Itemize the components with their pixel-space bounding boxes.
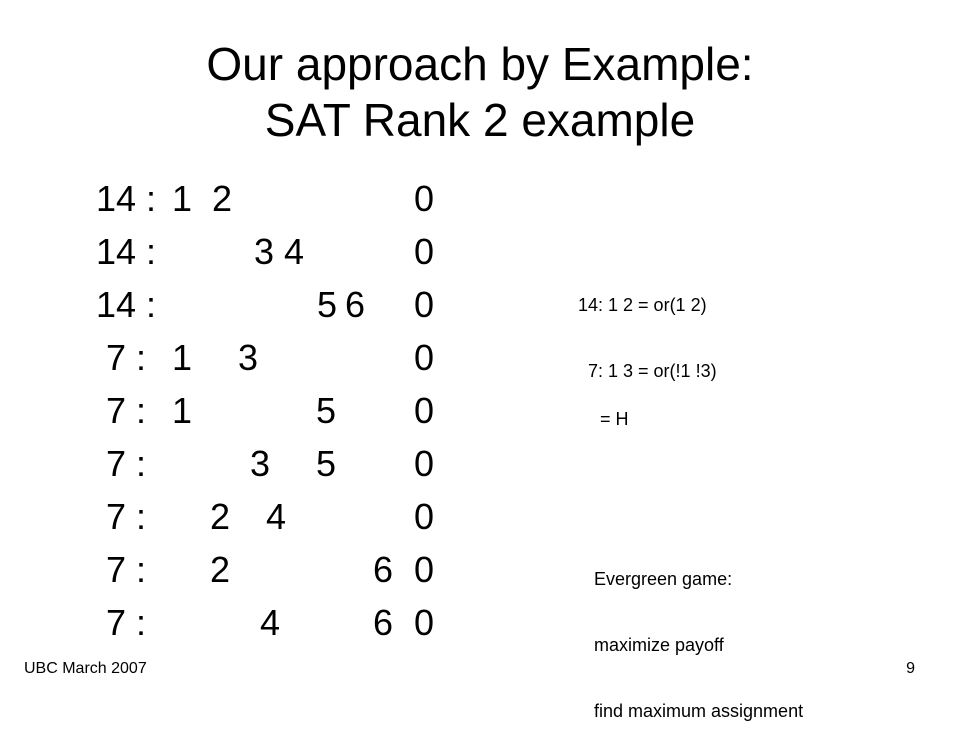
row-variable: 1 bbox=[172, 390, 193, 431]
example-note bbox=[578, 250, 717, 404]
row-result: 0 bbox=[414, 284, 435, 325]
footer-left: UBC March 2007 bbox=[24, 660, 147, 677]
row-variable: 6 bbox=[373, 549, 394, 590]
constraint-row bbox=[0, 543, 500, 597]
page-number: 9 bbox=[906, 660, 915, 677]
row-variable: 5 bbox=[316, 443, 337, 484]
row-variable: 3 bbox=[238, 337, 259, 378]
slide-title bbox=[0, 36, 960, 148]
row-variable: 3 bbox=[250, 443, 271, 484]
row-weight: 14 : bbox=[96, 178, 157, 219]
row-weight: 7 : bbox=[106, 390, 147, 431]
game-line-2: maximize payoff bbox=[594, 635, 724, 655]
evergreen-game-note bbox=[594, 524, 803, 744]
game-line-1: Evergreen game: bbox=[594, 569, 733, 589]
title-line-2: SAT Rank 2 example bbox=[264, 94, 696, 146]
row-result: 0 bbox=[414, 337, 435, 378]
constraint-row bbox=[0, 278, 500, 332]
row-variable: 5 bbox=[316, 390, 337, 431]
constraint-row bbox=[0, 596, 500, 650]
constraint-row bbox=[0, 225, 500, 279]
row-weight: 7 : bbox=[106, 496, 147, 537]
row-weight: 7 : bbox=[106, 602, 147, 643]
row-variable: 4 bbox=[266, 496, 287, 537]
row-variable: 6 bbox=[345, 284, 366, 325]
row-weight: 7 : bbox=[106, 337, 147, 378]
row-weight: 14 : bbox=[96, 231, 157, 272]
note-line-2: 7: 1 3 = or(!1 !3) bbox=[578, 361, 717, 381]
constraint-row bbox=[0, 331, 500, 385]
row-result: 0 bbox=[414, 443, 435, 484]
row-variable: 5 bbox=[317, 284, 338, 325]
constraint-row bbox=[0, 437, 500, 491]
row-variable: 2 bbox=[212, 178, 233, 219]
row-variable: 4 bbox=[260, 602, 281, 643]
game-line-3: find maximum assignment bbox=[594, 701, 804, 721]
row-result: 0 bbox=[414, 496, 435, 537]
equals-h-label: = H bbox=[600, 409, 629, 429]
row-weight: 14 : bbox=[96, 284, 157, 325]
row-variable: 3 bbox=[254, 231, 275, 272]
constraint-rows bbox=[0, 172, 500, 642]
constraint-row bbox=[0, 172, 500, 226]
row-variable: 2 bbox=[210, 496, 231, 537]
row-result: 0 bbox=[414, 231, 435, 272]
row-result: 0 bbox=[414, 602, 435, 643]
constraint-row bbox=[0, 490, 500, 544]
title-line-1: Our approach by Example: bbox=[206, 38, 754, 90]
row-weight: 7 : bbox=[106, 443, 147, 484]
row-weight: 7 : bbox=[106, 549, 147, 590]
row-variable: 1 bbox=[172, 178, 193, 219]
row-variable: 1 bbox=[172, 337, 193, 378]
row-variable: 6 bbox=[373, 602, 394, 643]
note-line-1: 14: 1 2 = or(1 2) bbox=[578, 295, 707, 315]
row-result: 0 bbox=[414, 390, 435, 431]
row-result: 0 bbox=[414, 178, 435, 219]
constraint-row bbox=[0, 384, 500, 438]
row-result: 0 bbox=[414, 549, 435, 590]
row-variable: 2 bbox=[210, 549, 231, 590]
row-variable: 4 bbox=[284, 231, 305, 272]
